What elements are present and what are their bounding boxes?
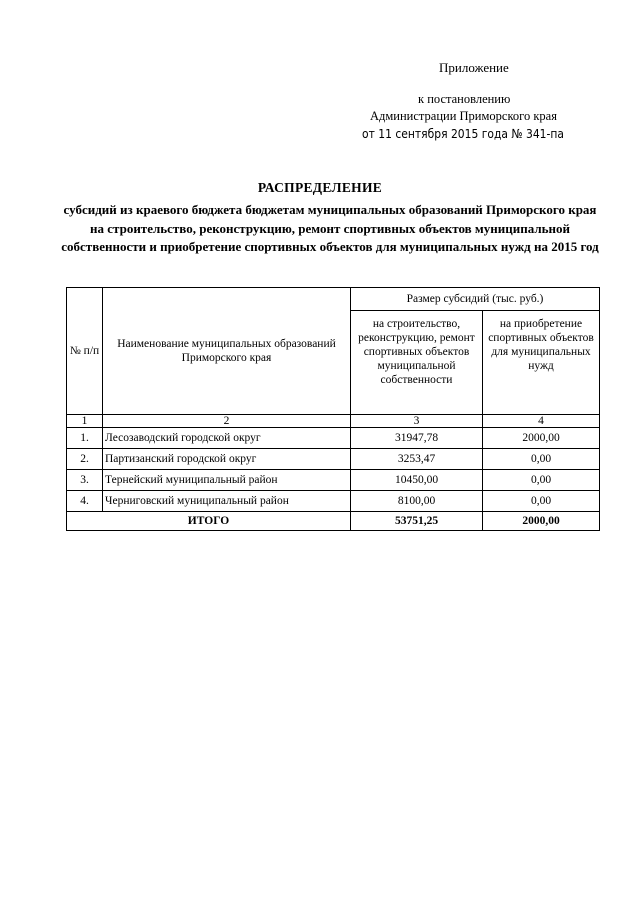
row-build: 10450,00 [351,470,483,491]
column-number: 1 [67,415,103,428]
row-name: Лесозаводский городской округ [103,428,351,449]
row-buy: 0,00 [483,449,600,470]
appendix-issuer: Администрации Приморского края [370,109,557,123]
row-build: 8100,00 [351,491,483,512]
column-number: 2 [103,415,351,428]
row-num: 4. [67,491,103,512]
column-number: 3 [351,415,483,428]
row-buy: 2000,00 [483,428,600,449]
header-buy: на приобретение спортивных объектов для муниципальных нужд [483,311,600,415]
row-num: 1. [67,428,103,449]
row-name: Партизанский городской округ [103,449,351,470]
total-build: 53751,25 [351,512,483,531]
total-row [67,512,600,531]
table-row [67,470,600,491]
appendix-title: Приложение [439,60,509,75]
total-buy: 2000,00 [483,512,600,531]
row-num: 2. [67,449,103,470]
column-number-row [67,415,600,428]
header-row [67,288,600,311]
row-buy: 0,00 [483,491,600,512]
column-number: 4 [483,415,600,428]
row-build: 31947,78 [351,428,483,449]
row-name: Черниговский муниципальный район [103,491,351,512]
subsidy-table [66,287,600,531]
row-buy: 0,00 [483,470,600,491]
table-row [67,491,600,512]
table-row [67,449,600,470]
header-build: на строительство, реконструкцию, ремонт спортивных объектов муниципальной собственности [351,311,483,415]
document-subtitle: субсидий из краевого бюджета бюджетам муниципальных образований Приморского края на строительство, реконструкцию, ремонт спортивных объектов муниципальной собственности и приобретение спортивных объектов для муниципальных нужд на 2015 год [61,202,599,254]
document-heading: РАСПРЕДЕЛЕНИЕ [257,180,383,195]
appendix-date-number: от 11 сентября 2015 года № 341-па [362,126,565,141]
total-label: ИТОГО [67,512,351,531]
row-build: 3253,47 [351,449,483,470]
row-num: 3. [67,470,103,491]
header-name: Наименование муниципальных образований Приморского края [103,288,351,415]
header-group: Размер субсидий (тыс. руб.) [351,288,600,311]
row-name: Тернейский муниципальный район [103,470,351,491]
header-num: № п/п [67,288,103,415]
table-row [67,428,600,449]
appendix-resolution: к постановлению [418,92,511,106]
